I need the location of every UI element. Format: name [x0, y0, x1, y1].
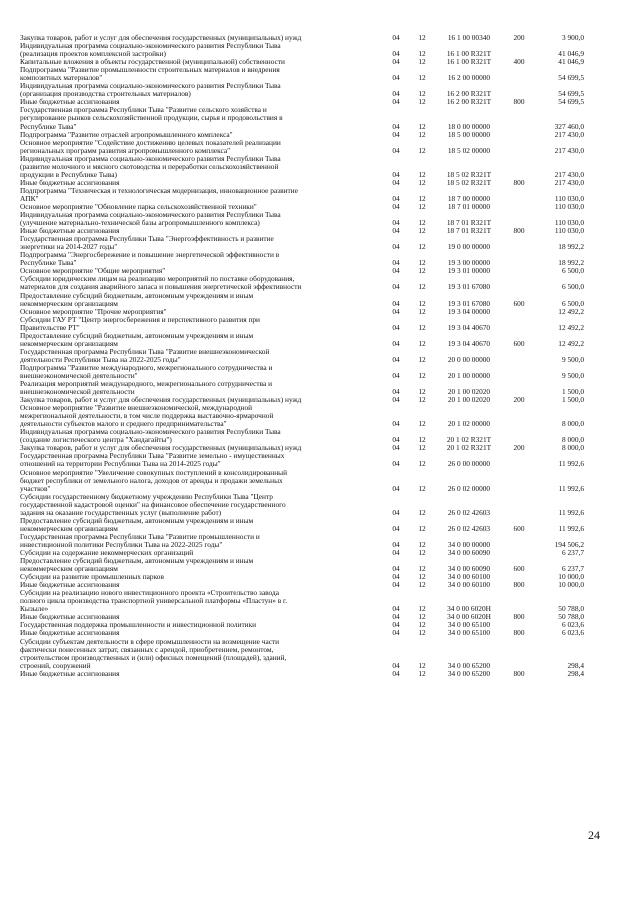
table-row — [20, 557, 620, 573]
row-target-code: 34 0 00 00000 — [447, 539, 491, 549]
row-subsection: 12 — [418, 507, 426, 517]
row-target-code: 34 0 00 6020Н — [447, 612, 491, 622]
row-section: 04 — [392, 548, 400, 557]
row-section: 04 — [392, 129, 400, 139]
table-row — [20, 66, 620, 82]
table-row — [20, 292, 620, 308]
row-section: 04 — [392, 572, 400, 582]
row-amount: 10 000,0 — [558, 572, 584, 582]
row-amount: 10 000,0 — [558, 580, 584, 590]
row-subsection: 12 — [418, 580, 426, 590]
row-subsection: 12 — [418, 298, 426, 308]
row-name: Государственная программа Республики Тыва "Развитие промышленности и инвестиционной политики Республики Тыва на 2022-2025 годы" — [20, 531, 260, 549]
row-section: 04 — [392, 49, 400, 59]
row-target-code: 16 2 00 00000 — [447, 73, 491, 83]
row-amount: 110 030,0 — [554, 193, 584, 203]
row-section: 04 — [392, 539, 400, 549]
row-amount: 6 023,6 — [561, 628, 584, 638]
row-amount: 1 500,0 — [561, 395, 584, 405]
row-amount: 12 492,2 — [558, 338, 584, 348]
row-expense-type: 800 — [513, 612, 525, 622]
row-subsection: 12 — [418, 338, 426, 348]
row-section: 04 — [392, 218, 400, 228]
row-name: Подпрограмма "Развитие отраслей агропромышленного комплекса" — [20, 129, 233, 139]
row-section: 04 — [392, 370, 400, 380]
row-target-code: 26 0 02 00000 — [447, 483, 491, 493]
row-name: Подпрограмма "Развитие международного, межрегионального сотрудничества и внешнеэкономической деятельности" — [20, 362, 273, 380]
row-subsection: 12 — [418, 97, 426, 107]
row-target-code: 20 1 00 00000 — [447, 370, 491, 380]
row-expense-type: 800 — [513, 177, 525, 187]
table-row — [20, 82, 620, 98]
row-target-code: 34 0 00 65200 — [447, 660, 491, 670]
row-subsection: 12 — [418, 129, 426, 139]
row-amount: 11 992,6 — [558, 483, 584, 493]
row-subsection: 12 — [418, 242, 426, 252]
row-subsection: 12 — [418, 620, 426, 630]
row-expense-type: 800 — [513, 97, 525, 107]
row-section: 04 — [392, 419, 400, 429]
row-name: Индивидуальная программа социально-экономического развития Республики Тыва (развитие молочного и мясного скотоводства и переработки сельскохозяйственной продукции в Республике Тыва) — [20, 153, 281, 179]
row-name: Индивидуальная программа социально-экономического развития Республики Тыва (реализация проектов комплексной застройки) — [20, 41, 281, 59]
row-expense-type: 200 — [513, 443, 525, 453]
row-subsection: 12 — [418, 57, 426, 67]
table-row — [20, 364, 620, 380]
row-amount: 50 788,0 — [558, 604, 584, 614]
table-row — [20, 316, 620, 332]
row-target-code: 20 0 00 00000 — [447, 354, 491, 364]
row-name: Государственная программа Республики Тыва "Развитие земельно - имущественных отношений на территории Республики Тыва на 2014-2025 годы" — [20, 451, 285, 469]
row-target-code: 18 7 01 R321T — [446, 226, 492, 236]
row-subsection: 12 — [418, 226, 426, 236]
row-name: Закупка товаров, работ и услуг для обеспечения государственных (муниципальных) нужд — [20, 33, 302, 42]
row-name: Основное мероприятие "Увеличение совокупных поступлений в консолидированный бюджет республики от земельного налога, доходов от аренды и продажи земельных участков" — [20, 467, 288, 493]
row-name: Государственная программа Республики Тыва "Энергоэффективность и развитие энергетики на 2014-2027 годы" — [20, 234, 274, 252]
row-target-code: 20 1 00 02020 — [447, 395, 491, 405]
table-row — [20, 42, 620, 58]
table-row — [20, 139, 620, 155]
table-row — [20, 428, 620, 444]
row-section: 04 — [392, 177, 400, 187]
row-subsection: 12 — [418, 548, 426, 557]
row-amount: 6 500,0 — [561, 266, 584, 276]
row-name: Иные бюджетные ассигнования — [20, 580, 120, 590]
row-expense-type: 200 — [513, 33, 525, 42]
row-amount: 11 992,6 — [558, 507, 584, 517]
row-target-code: 34 0 00 65200 — [447, 668, 491, 678]
row-subsection: 12 — [418, 354, 426, 364]
row-name: Капитальные вложения в объекты государственной (муниципальной) собственности — [20, 57, 285, 67]
row-section: 04 — [392, 660, 400, 670]
row-name: Иные бюджетные ассигнования — [20, 628, 120, 638]
row-amount: 9 500,0 — [561, 354, 584, 364]
row-section: 04 — [392, 459, 400, 469]
row-section: 04 — [392, 282, 400, 292]
row-name: Индивидуальная программа социально-экономического развития Республики Тыва (улучшение материально-технической базы агропромышленного комплекса) — [20, 210, 281, 228]
row-target-code: 18 7 00 00000 — [447, 193, 491, 203]
row-subsection: 12 — [418, 306, 426, 316]
row-subsection: 12 — [418, 266, 426, 276]
row-section: 04 — [392, 266, 400, 276]
row-amount: 41 046,9 — [558, 49, 584, 59]
row-name: Основное мероприятие "Общие мероприятия" — [20, 266, 166, 276]
row-section: 04 — [392, 395, 400, 405]
row-name: Иные бюджетные ассигнования — [20, 612, 120, 622]
row-subsection: 12 — [418, 33, 426, 42]
row-name: Государственная поддержка промышленности и инвестиционной политики — [20, 620, 257, 630]
table-row — [20, 670, 620, 678]
row-amount: 41 046,9 — [558, 57, 584, 67]
row-section: 04 — [392, 322, 400, 332]
row-amount: 194 506,2 — [554, 539, 584, 549]
row-target-code: 18 7 01 R321T — [446, 218, 492, 228]
row-amount: 110 030,0 — [554, 226, 584, 236]
row-section: 04 — [392, 483, 400, 493]
row-amount: 298,4 — [567, 668, 584, 678]
row-amount: 12 492,2 — [558, 322, 584, 332]
row-section: 04 — [392, 668, 400, 678]
row-section: 04 — [392, 298, 400, 308]
row-amount: 110 030,0 — [554, 201, 584, 211]
row-target-code: 18 0 00 00000 — [447, 121, 491, 131]
row-amount: 1 500,0 — [561, 387, 584, 397]
table-row — [20, 187, 620, 203]
row-name: Субсидии субъектам деятельности в сфере промышленности на возмещение части фактически понесенных затрат, связанных с арендой, приобретением, ремонтом, строительством производственных и (или) офисных помещений (площадей), зданий, строений, сооружений — [20, 636, 287, 670]
row-subsection: 12 — [418, 322, 426, 332]
row-amount: 54 699,5 — [558, 73, 584, 83]
row-amount: 217 430,0 — [554, 145, 584, 155]
row-section: 04 — [392, 435, 400, 445]
row-name: Субсидии на содержание некоммерческих организаций — [20, 548, 194, 557]
row-target-code: 20 1 02 R321T — [446, 435, 492, 445]
row-amount: 6 237,7 — [561, 548, 584, 557]
row-amount: 6 500,0 — [561, 282, 584, 292]
row-amount: 8 000,0 — [561, 443, 584, 453]
table-row — [20, 211, 620, 227]
row-name: Иные бюджетные ассигнования — [20, 668, 120, 678]
row-target-code: 34 0 00 65100 — [447, 628, 491, 638]
row-target-code: 20 1 02 R321T — [446, 443, 492, 453]
row-section: 04 — [392, 145, 400, 155]
table-row — [20, 332, 620, 348]
row-name: Индивидуальная программа социально-экономического развития Республики Тыва (создание логистического центра "Хандагайты") — [20, 427, 281, 445]
row-name: Субсидии государственному бюджетному учреждению Республики Тыва "Центр государственной кадастровой оценки" на финансовое обеспечение государственного задания на оказание государственных услуг (выполнение работ) — [20, 491, 286, 517]
row-target-code: 19 0 00 00000 — [447, 242, 491, 252]
row-amount: 11 992,6 — [558, 459, 584, 469]
row-name: Индивидуальная программа социально-экономического развития Республики Тыва (организация производства строительных материалов) — [20, 81, 281, 99]
budget-table — [20, 34, 620, 678]
row-section: 04 — [392, 354, 400, 364]
row-target-code: 34 0 00 6020Н — [447, 604, 491, 614]
row-expense-type: 200 — [513, 395, 525, 405]
row-section: 04 — [392, 564, 400, 574]
row-section: 04 — [392, 242, 400, 252]
row-subsection: 12 — [418, 523, 426, 533]
row-section: 04 — [392, 89, 400, 99]
row-name: Субсидии юридическим лицам на реализацию мероприятий по поставке оборудования, материалов для создания аварийного запаса и повышения энергетической эффективности — [20, 274, 302, 292]
table-row — [20, 469, 620, 493]
row-section: 04 — [392, 33, 400, 42]
row-name: Основное мероприятие "Содействие достижению целевых показателей реализации региональных программ развития агропромышленного комплекса" — [20, 137, 281, 155]
row-amount: 50 788,0 — [558, 612, 584, 622]
row-section: 04 — [392, 226, 400, 236]
row-subsection: 12 — [418, 218, 426, 228]
row-subsection: 12 — [418, 443, 426, 453]
row-section: 04 — [392, 604, 400, 614]
row-target-code: 26 0 02 42603 — [447, 507, 491, 517]
row-name: Иные бюджетные ассигнования — [20, 177, 120, 187]
row-target-code: 16 2 00 R321T — [446, 97, 492, 107]
row-subsection: 12 — [418, 483, 426, 493]
row-subsection: 12 — [418, 193, 426, 203]
row-subsection: 12 — [418, 395, 426, 405]
row-target-code: 34 0 00 60100 — [447, 580, 491, 590]
row-amount: 18 992,2 — [558, 242, 584, 252]
row-section: 04 — [392, 338, 400, 348]
row-name: Подпрограмма "Энергосбережение и повышение энергетической эффективности в Республике Тыва" — [20, 250, 280, 268]
row-target-code: 26 0 02 42603 — [447, 523, 491, 533]
row-name: Основное мероприятие "Прочие мероприятия" — [20, 306, 167, 316]
row-target-code: 16 2 00 R321T — [446, 89, 492, 99]
row-target-code: 19 3 01 67080 — [447, 298, 491, 308]
row-expense-type: 600 — [513, 564, 525, 574]
row-expense-type: 600 — [513, 338, 525, 348]
row-name: Предоставление субсидий бюджетным, автономным учреждениям и иным некоммерческим организациям — [20, 330, 254, 348]
row-subsection: 12 — [418, 258, 426, 268]
row-target-code: 19 3 01 67080 — [447, 282, 491, 292]
table-row — [20, 380, 620, 396]
row-subsection: 12 — [418, 89, 426, 99]
row-section: 04 — [392, 258, 400, 268]
row-subsection: 12 — [418, 49, 426, 59]
row-section: 04 — [392, 306, 400, 316]
row-name: Предоставление субсидий бюджетным, автономным учреждениям и иным некоммерческим организациям — [20, 515, 254, 533]
row-subsection: 12 — [418, 628, 426, 638]
row-subsection: 12 — [418, 145, 426, 155]
row-section: 04 — [392, 97, 400, 107]
row-target-code: 34 0 00 60090 — [447, 548, 491, 557]
row-name: Реализация мероприятий международного, межрегионального сотрудничества и внешнеэкономической деятельности — [20, 379, 273, 397]
row-subsection: 12 — [418, 387, 426, 397]
row-target-code: 19 3 04 40670 — [447, 322, 491, 332]
row-name: Иные бюджетные ассигнования — [20, 97, 120, 107]
row-name: Подпрограмма "Развитие промышленности строительных материалов и внедрения композитных материалов" — [20, 65, 280, 83]
table-row — [20, 251, 620, 267]
row-name: Субсидии на развитие промышленных парков — [20, 572, 164, 582]
row-name: Основное мероприятие "Обновление парка сельскохозяйственной техники" — [20, 201, 257, 211]
row-section: 04 — [392, 443, 400, 453]
row-amount: 8 000,0 — [561, 419, 584, 429]
row-target-code: 19 3 04 00000 — [447, 306, 491, 316]
row-name: Предоставление субсидий бюджетным, автономным учреждениям и иным некоммерческим организациям — [20, 290, 254, 308]
row-section: 04 — [392, 628, 400, 638]
table-row — [20, 235, 620, 251]
row-target-code: 16 1 00 R321T — [446, 49, 492, 59]
row-subsection: 12 — [418, 660, 426, 670]
row-amount: 327 460,0 — [554, 121, 584, 131]
row-expense-type: 600 — [513, 298, 525, 308]
row-amount: 9 500,0 — [561, 370, 584, 380]
row-expense-type: 400 — [513, 57, 525, 67]
table-row — [20, 348, 620, 364]
row-expense-type: 800 — [513, 580, 525, 590]
row-expense-type: 800 — [513, 668, 525, 678]
row-amount: 298,4 — [567, 660, 584, 670]
row-target-code: 34 0 00 65100 — [447, 620, 491, 630]
row-amount: 6 500,0 — [561, 298, 584, 308]
row-section: 04 — [392, 169, 400, 179]
row-name: Подпрограмма "Техническая и технологическая модернизация, инновационное развитие АПК" — [20, 185, 298, 203]
table-row — [20, 275, 620, 291]
row-name: Государственная программа Республики Тыва "Развитие внешнеэкономической деятельности Республики Тыва на 2022-2025 годы" — [20, 346, 270, 364]
row-amount: 8 000,0 — [561, 435, 584, 445]
row-amount: 3 900,0 — [561, 33, 584, 42]
row-target-code: 34 0 00 60090 — [447, 564, 491, 574]
row-section: 04 — [392, 580, 400, 590]
row-subsection: 12 — [418, 282, 426, 292]
row-amount: 54 699,5 — [558, 89, 584, 99]
row-target-code: 19 3 01 00000 — [447, 266, 491, 276]
row-amount: 110 030,0 — [554, 218, 584, 228]
row-target-code: 18 5 02 R321T — [446, 169, 492, 179]
row-expense-type: 800 — [513, 628, 525, 638]
table-row — [20, 155, 620, 179]
row-section: 04 — [392, 387, 400, 397]
row-amount: 217 430,0 — [554, 129, 584, 139]
row-name: Предоставление субсидий бюджетным, автономным учреждениям и иным некоммерческим организациям — [20, 556, 254, 574]
row-subsection: 12 — [418, 435, 426, 445]
page-number: 24 — [588, 828, 600, 842]
row-subsection: 12 — [418, 459, 426, 469]
row-subsection: 12 — [418, 169, 426, 179]
table-row — [20, 638, 620, 670]
table-row — [20, 106, 620, 130]
row-amount: 6 237,7 — [561, 564, 584, 574]
row-subsection: 12 — [418, 539, 426, 549]
row-target-code: 19 3 00 00000 — [447, 258, 491, 268]
row-amount: 217 430,0 — [554, 177, 584, 187]
row-subsection: 12 — [418, 419, 426, 429]
row-target-code: 34 0 00 60100 — [447, 572, 491, 582]
row-subsection: 12 — [418, 668, 426, 678]
row-subsection: 12 — [418, 564, 426, 574]
table-row — [20, 452, 620, 468]
row-amount: 6 023,6 — [561, 620, 584, 630]
row-target-code: 16 1 00 R321T — [446, 57, 492, 67]
row-subsection: 12 — [418, 604, 426, 614]
row-section: 04 — [392, 121, 400, 131]
row-target-code: 20 1 00 02020 — [447, 387, 491, 397]
row-subsection: 12 — [418, 370, 426, 380]
row-name: Закупка товаров, работ и услуг для обеспечения государственных (муниципальных) нужд — [20, 443, 302, 453]
row-section: 04 — [392, 201, 400, 211]
row-section: 04 — [392, 507, 400, 517]
row-expense-type: 600 — [513, 523, 525, 533]
row-target-code: 20 1 02 00000 — [447, 419, 491, 429]
row-expense-type: 800 — [513, 226, 525, 236]
row-amount: 11 992,6 — [558, 523, 584, 533]
row-target-code: 16 1 00 00340 — [447, 33, 491, 42]
row-section: 04 — [392, 73, 400, 83]
row-subsection: 12 — [418, 201, 426, 211]
table-row — [20, 493, 620, 517]
row-subsection: 12 — [418, 121, 426, 131]
row-subsection: 12 — [418, 177, 426, 187]
row-section: 04 — [392, 193, 400, 203]
row-amount: 217 430,0 — [554, 169, 584, 179]
row-target-code: 18 5 00 00000 — [447, 129, 491, 139]
row-target-code: 19 3 04 40670 — [447, 338, 491, 348]
row-section: 04 — [392, 57, 400, 67]
row-amount: 54 699,5 — [558, 97, 584, 107]
row-name: Закупка товаров, работ и услуг для обеспечения государственных (муниципальных) нужд — [20, 395, 302, 405]
row-amount: 18 992,2 — [558, 258, 584, 268]
row-name: Иные бюджетные ассигнования — [20, 226, 120, 236]
row-section: 04 — [392, 612, 400, 622]
row-target-code: 18 7 01 00000 — [447, 201, 491, 211]
row-amount: 12 492,2 — [558, 306, 584, 316]
table-row — [20, 589, 620, 613]
table-row — [20, 404, 620, 428]
row-target-code: 26 0 00 00000 — [447, 459, 491, 469]
row-section: 04 — [392, 523, 400, 533]
row-name: Субсидии на реализацию нового инвестиционного проекта «Строительство завода полного цикла производства транспортной универсальной платформы «Пластун» в г. Кызыле» — [20, 588, 288, 614]
row-target-code: 18 5 02 R321T — [446, 177, 492, 187]
row-subsection: 12 — [418, 73, 426, 83]
row-subsection: 12 — [418, 612, 426, 622]
row-section: 04 — [392, 620, 400, 630]
row-name: Субсидии ГАУ РТ "Центр энергосбережения и перспективного развития при Правительстве РТ" — [20, 314, 260, 332]
row-name: Основное мероприятие "Развитие внешнеэкономической, международной межрегиональной деятельности, в том числе поддержка выставочно-ярмарочной деятельности субъектов малого и среднего предпринимательства" — [20, 403, 274, 429]
table-row — [20, 533, 620, 549]
row-subsection: 12 — [418, 572, 426, 582]
row-target-code: 18 5 02 00000 — [447, 145, 491, 155]
row-name: Государственная программа Республики Тыва "Развитие сельского хозяйства и регулирование рынков сельскохозяйственной продукции, сырья и продовольствия в Республике Тыва" — [20, 105, 283, 131]
table-row — [20, 517, 620, 533]
